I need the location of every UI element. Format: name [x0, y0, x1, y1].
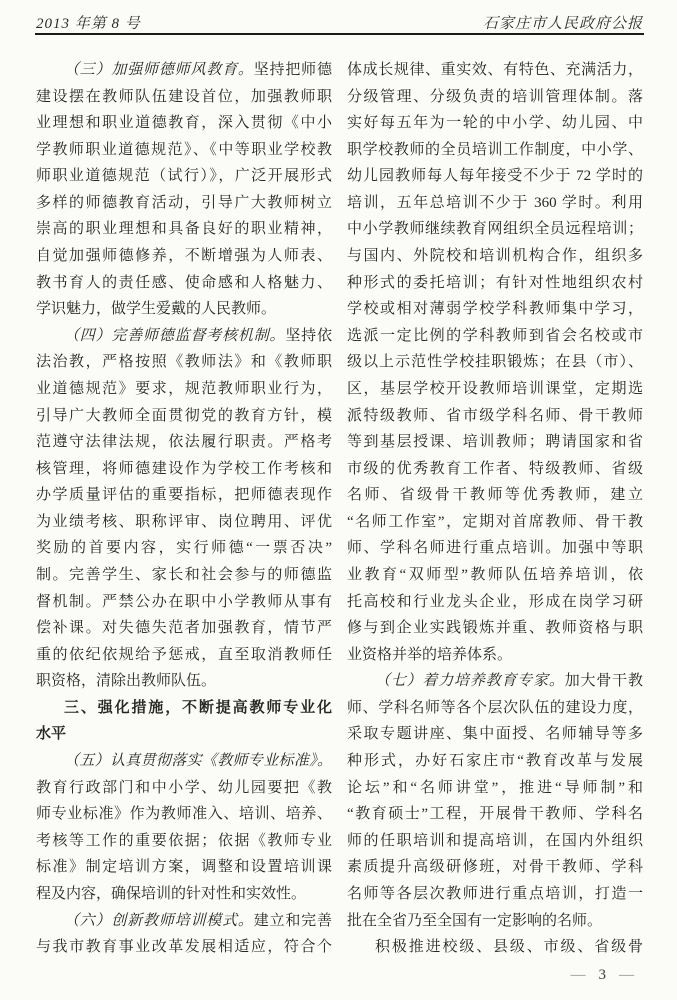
text-line: 体成长规律、重实效、有特色、充满活力， [347, 62, 643, 78]
text-line: 种形式，办好石家庄市“教育改革与发展 [347, 753, 643, 770]
text-line: 与国内、外院校和培训机构合作，组织多 [347, 248, 643, 265]
text-line: 引导广大教师全面贯彻党的教育方针，模 [36, 407, 332, 424]
page-number-value: 3 [598, 967, 606, 983]
text-line: 选派一定比例的学科教师到省会名校或市 [347, 327, 643, 344]
text-line: （四）完善师德监督考核机制。坚持依 [64, 327, 332, 344]
issue-number: 2013 年第 8 号 [36, 16, 141, 32]
text-line: 学识魅力，做学生爱戴的人民教师。 [36, 301, 277, 318]
text-line: 师的任职培训和提高培训，在国内外组织 [347, 832, 643, 849]
text-line: 核管理，将师德建设作为学校工作考核和 [36, 460, 332, 477]
text-line: 分级管理、分级负责的培训管理体制。落 [347, 88, 643, 105]
text-line: （三）加强师德师风教育。坚持把师德 [64, 62, 332, 78]
text-line: 市级的优秀教育工作者、特级教师、省级 [347, 460, 643, 477]
text-line: 制。完善学生、家长和社会参与的师德监 [36, 566, 332, 583]
text-line: 重的依纪依规给予惩戒，直至取消教师任 [36, 646, 332, 663]
text-line: 论坛”和“名师讲堂”，推进“导师制”和 [347, 779, 643, 796]
page-number-dash-right: — [619, 967, 634, 983]
article-body [36, 57, 643, 961]
text-line: “教育硕士”工程，开展骨干教师、学科名 [347, 806, 643, 823]
text-line: 水平 [36, 725, 67, 743]
text-line: 师职业道德规范（试行）》，广泛开展形式 [36, 168, 332, 185]
text-line: 派特级教师、省市级学科名师、骨干教师 [347, 407, 643, 424]
text-line: 标准》制定培训方案，调整和设置培训课 [36, 859, 332, 876]
text-line: 师、学科名师进行重点培训。加强中等职 [347, 540, 643, 557]
text-line: 职学校教师的全员培训工作制度，中小学、 [347, 141, 643, 158]
text-line: 学校或相对薄弱学校学科教师集中学习， [347, 301, 643, 318]
text-line: 师、学科名师等各个层次队伍的建设力度， [347, 699, 643, 716]
text-line: 中小学教师继续教育网组织全员远程培训； [347, 221, 643, 238]
text-line: 偿补课。对失德失范者加强教育，情节严 [36, 620, 332, 637]
text-line: 奖励的首要内容，实行师德“一票否决” [36, 540, 332, 557]
header-rule [35, 33, 644, 35]
text-line: 批在全省乃至全国有一定影响的名师。 [347, 912, 603, 929]
page-header [36, 12, 643, 33]
gazette-title: 石家庄市人民政府公报 [482, 16, 643, 32]
text-line: 业理想和职业道德教育，深入贯彻《中小 [36, 115, 332, 132]
column-right [347, 57, 643, 961]
text-line: 法治教，严格按照《教师法》和《教师职 [36, 354, 332, 371]
text-line: 实好每五年为一轮的中小学、幼儿园、中 [347, 115, 643, 132]
text-line: “名师工作室”，定期对首席教师、骨干教 [347, 513, 643, 530]
page-number [562, 966, 644, 984]
text-line: （六）创新教师培训模式。建立和完善 [64, 912, 332, 929]
text-line: 种形式的委托培训；有针对性地组织农村 [347, 274, 643, 291]
text-line: 教育行政部门和中小学、幼儿园要把《教 [36, 779, 332, 796]
text-line: 业教育“双师型”教师队伍培养培训，依 [347, 566, 643, 583]
text-line: 教书育人的责任感、使命感和人格魅力、 [36, 274, 332, 291]
text-line: 督机制。严禁公办在职中小学教师从事有 [36, 593, 332, 610]
text-line: 等到基层授课、培训教师；聘请国家和省 [347, 434, 643, 451]
column-left [36, 57, 332, 961]
text-line: 办学质量评估的重要指标，把师德表现作 [36, 487, 332, 504]
text-line: 业道德规范》要求，规范教师职业行为， [36, 380, 332, 397]
text-line: 区，基层学校开设教师培训课堂，定期选 [347, 380, 643, 397]
text-line: 学教师职业道德规范》、《中等职业学校教 [36, 141, 332, 158]
text-line: 考核等工作的重要依据；依据《教师专业 [36, 832, 332, 849]
text-line: 积极推进校级、县级、市级、省级骨 [375, 939, 643, 956]
text-line: 职资格，清除出教师队伍。 [36, 673, 217, 690]
text-line: 修与到企业实践锻炼并重、教师资格与职 [347, 620, 643, 637]
text-line: 三、强化措施，不断提高教师专业化 [64, 698, 332, 716]
text-line: 范遵守法律法规，依法履行职责。严格考 [36, 434, 332, 451]
text-line: 幼儿园教师每人每年接受不少于 72 学时的 [347, 168, 643, 185]
text-line: 程及内容，确保培训的针对性和实效性。 [36, 885, 307, 902]
text-line: 多样的师德教育活动，引导广大教师树立 [36, 194, 332, 211]
text-line: 建设摆在教师队伍建设首位，加强教师职 [36, 88, 332, 105]
text-line: 培训，五年总培训不少于 360 学时。利用 [347, 194, 643, 211]
text-line: 采取专题讲座、集中面授、名师辅导等多 [347, 726, 643, 743]
text-line: 业资格并举的培养体系。 [347, 646, 513, 663]
text-line: 师专业标准》作为教师准入、培训、培养、 [36, 806, 332, 823]
text-line: 与我市教育事业改革发展相适应，符合个 [36, 939, 332, 956]
text-line: 崇高的职业理想和具备良好的职业精神， [36, 221, 332, 238]
text-line: 自觉加强师德修养，不断增强为人师表、 [36, 248, 332, 265]
text-line: （七）着力培养教育专家。加大骨干教 [375, 673, 643, 690]
text-line: 级以上示范性学校挂职锻炼；在县（市）、 [347, 354, 643, 371]
text-line: 托高校和行业龙头企业，形成在岗学习研 [347, 593, 643, 610]
text-line: 名师、省级骨干教师等优秀教师，建立 [347, 487, 643, 504]
text-line: 素质提升高级研修班，对骨干教师、学科 [347, 859, 643, 876]
page-number-dash-left: — [570, 967, 586, 983]
text-line: 为业绩考核、职称评审、岗位聘用、评优 [36, 513, 332, 530]
text-line: （五）认真贯彻落实《教师专业标准》。 [64, 753, 332, 770]
text-line: 名师等各层次教师进行重点培训，打造一 [347, 885, 643, 902]
